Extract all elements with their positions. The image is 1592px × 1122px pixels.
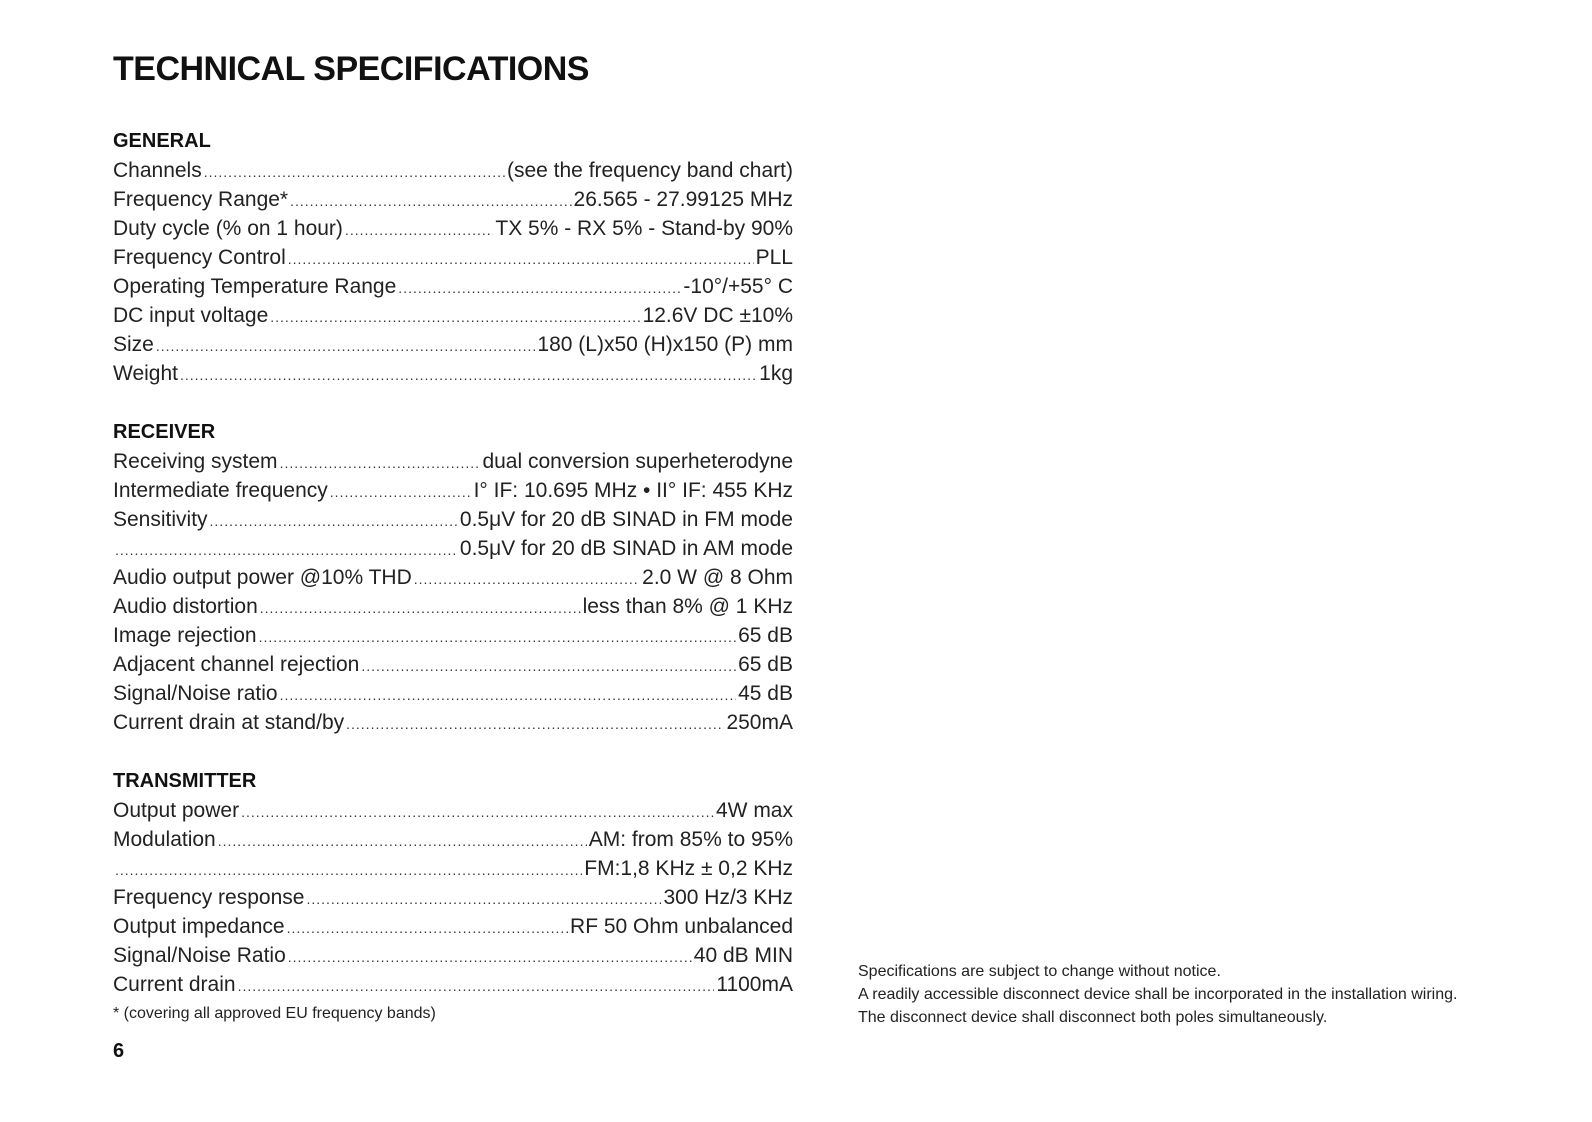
spec-value: 1100mA (716, 973, 793, 996)
notice-line: A readily accessible disconnect device shall be incorporated in the installation wiring. (858, 986, 1458, 1003)
spec-row (113, 214, 793, 243)
spec-label: Frequency Control (113, 246, 286, 269)
spec-label: Adjacent channel rejection (113, 653, 360, 676)
spec-label: Audio output power @10% THD (113, 566, 412, 589)
dot-leader (288, 245, 754, 274)
spec-value: 2.0 W @ 8 Ohm (642, 566, 793, 589)
spec-value: 26.565 - 27.99125 MHz (573, 188, 793, 211)
spec-row (113, 708, 793, 737)
spec-value: 1kg (759, 362, 793, 385)
spec-row (113, 505, 793, 534)
dot-leader (210, 507, 458, 536)
spec-value: 0.5μV for 20 dB SINAD in FM mode (459, 508, 793, 531)
spec-label: Current drain (113, 973, 236, 996)
spec-row (113, 359, 793, 388)
spec-value: dual conversion superheterodyne (482, 450, 793, 473)
spec-value: 300 Hz/3 KHz (663, 886, 793, 909)
spec-label: Audio distortion (113, 595, 258, 618)
general-spec-list (113, 156, 793, 388)
receiver-section (113, 418, 793, 737)
spec-row (113, 796, 793, 825)
notice-line: The disconnect device shall disconnect both poles simultaneously. (858, 1009, 1328, 1026)
spec-label: Intermediate frequency (113, 479, 328, 502)
spec-value: 250mA (726, 711, 793, 734)
frequency-footnote: * (covering all approved EU frequency bands) (113, 1005, 436, 1022)
spec-row (113, 970, 793, 999)
dot-leader (280, 681, 737, 710)
spec-row (113, 883, 793, 912)
dot-leader (115, 856, 582, 885)
spec-value: I° IF: 10.695 MHz • II° IF: 455 KHz (473, 479, 793, 502)
transmitter-spec-list (113, 796, 793, 999)
spec-row (113, 330, 793, 359)
spec-value: RF 50 Ohm unbalanced (570, 915, 793, 938)
spec-label: Image rejection (113, 624, 257, 647)
spec-value: 65 dB (738, 653, 793, 676)
dot-leader (204, 158, 505, 187)
spec-row (113, 534, 793, 563)
dot-leader (330, 478, 472, 507)
spec-row (113, 243, 793, 272)
spec-value: 65 dB (738, 624, 793, 647)
dot-leader (287, 914, 568, 943)
spec-label: Operating Temperature Range (113, 275, 397, 298)
spec-row (113, 621, 793, 650)
section-heading-general: GENERAL (113, 130, 211, 152)
dot-leader (241, 798, 714, 827)
notice-line: Specifications are subject to change without notice. (858, 963, 1221, 980)
dot-leader (180, 361, 757, 390)
spec-label: Receiving system (113, 450, 278, 473)
spec-value: 12.6V DC ±10% (642, 304, 793, 327)
spec-label: Output power (113, 799, 240, 822)
spec-label: Signal/Noise Ratio (113, 944, 286, 967)
spec-label: Sensitivity (113, 508, 208, 531)
notice-block (858, 960, 1518, 1029)
spec-row (113, 447, 793, 476)
spec-value: TX 5% - RX 5% - Stand-by 90% (495, 217, 793, 240)
spec-row (113, 650, 793, 679)
spec-row (113, 679, 793, 708)
dot-leader (260, 594, 581, 623)
spec-label: Channels (113, 159, 202, 182)
dot-leader (345, 216, 493, 245)
dot-leader (361, 652, 736, 681)
dot-leader (259, 623, 737, 652)
spec-value: AM: from 85% to 95% (588, 828, 793, 851)
spec-label: Current drain at stand/by (113, 711, 345, 734)
spec-row (113, 941, 793, 970)
dot-leader (270, 303, 640, 332)
spec-row (113, 301, 793, 330)
dot-leader (290, 187, 571, 216)
spec-row (113, 825, 793, 854)
spec-row (113, 912, 793, 941)
dot-leader (288, 943, 692, 972)
spec-row (113, 185, 793, 214)
dot-leader (398, 274, 681, 303)
dot-leader (115, 536, 458, 565)
page-title: TECHNICAL SPECIFICATIONS (113, 50, 589, 88)
spec-value: less than 8% @ 1 KHz (582, 595, 793, 618)
dot-leader (280, 449, 481, 478)
spec-row (113, 563, 793, 592)
spec-label: Modulation (113, 828, 216, 851)
dot-leader (238, 972, 715, 1001)
spec-row (113, 592, 793, 621)
spec-row (113, 854, 793, 883)
general-section (113, 127, 793, 388)
spec-label: Size (113, 333, 154, 356)
spec-value: PLL (755, 246, 793, 269)
transmitter-section (113, 767, 793, 999)
spec-label: Duty cycle (% on 1 hour) (113, 217, 343, 240)
dot-leader (306, 885, 661, 914)
spec-label: Frequency response (113, 886, 305, 909)
receiver-spec-list (113, 447, 793, 737)
spec-value: 0.5μV for 20 dB SINAD in AM mode (459, 537, 793, 560)
section-heading-receiver: RECEIVER (113, 421, 216, 443)
spec-value: -10°/+55° C (683, 275, 793, 298)
page-number: 6 (113, 1040, 125, 1062)
spec-row (113, 476, 793, 505)
spec-value: 4W max (715, 799, 793, 822)
spec-label: Frequency Range* (113, 188, 289, 211)
section-heading-transmitter: TRANSMITTER (113, 770, 257, 792)
spec-row (113, 156, 793, 185)
spec-label: Signal/Noise ratio (113, 682, 278, 705)
spec-value: 45 dB (738, 682, 793, 705)
dot-leader (346, 710, 724, 739)
spec-value: 40 dB MIN (693, 944, 793, 967)
dot-leader (218, 827, 587, 856)
spec-value: (see the frequency band chart) (506, 159, 793, 182)
spec-value: FM:1,8 KHz ± 0,2 KHz (584, 857, 793, 880)
dot-leader (414, 565, 640, 594)
spec-label: Output impedance (113, 915, 285, 938)
spec-value: 180 (L)x50 (H)x150 (P) mm (537, 333, 793, 356)
spec-label: Weight (113, 362, 178, 385)
spec-label: DC input voltage (113, 304, 269, 327)
specifications-column (113, 127, 793, 1029)
dot-leader (156, 332, 536, 361)
spec-row (113, 272, 793, 301)
